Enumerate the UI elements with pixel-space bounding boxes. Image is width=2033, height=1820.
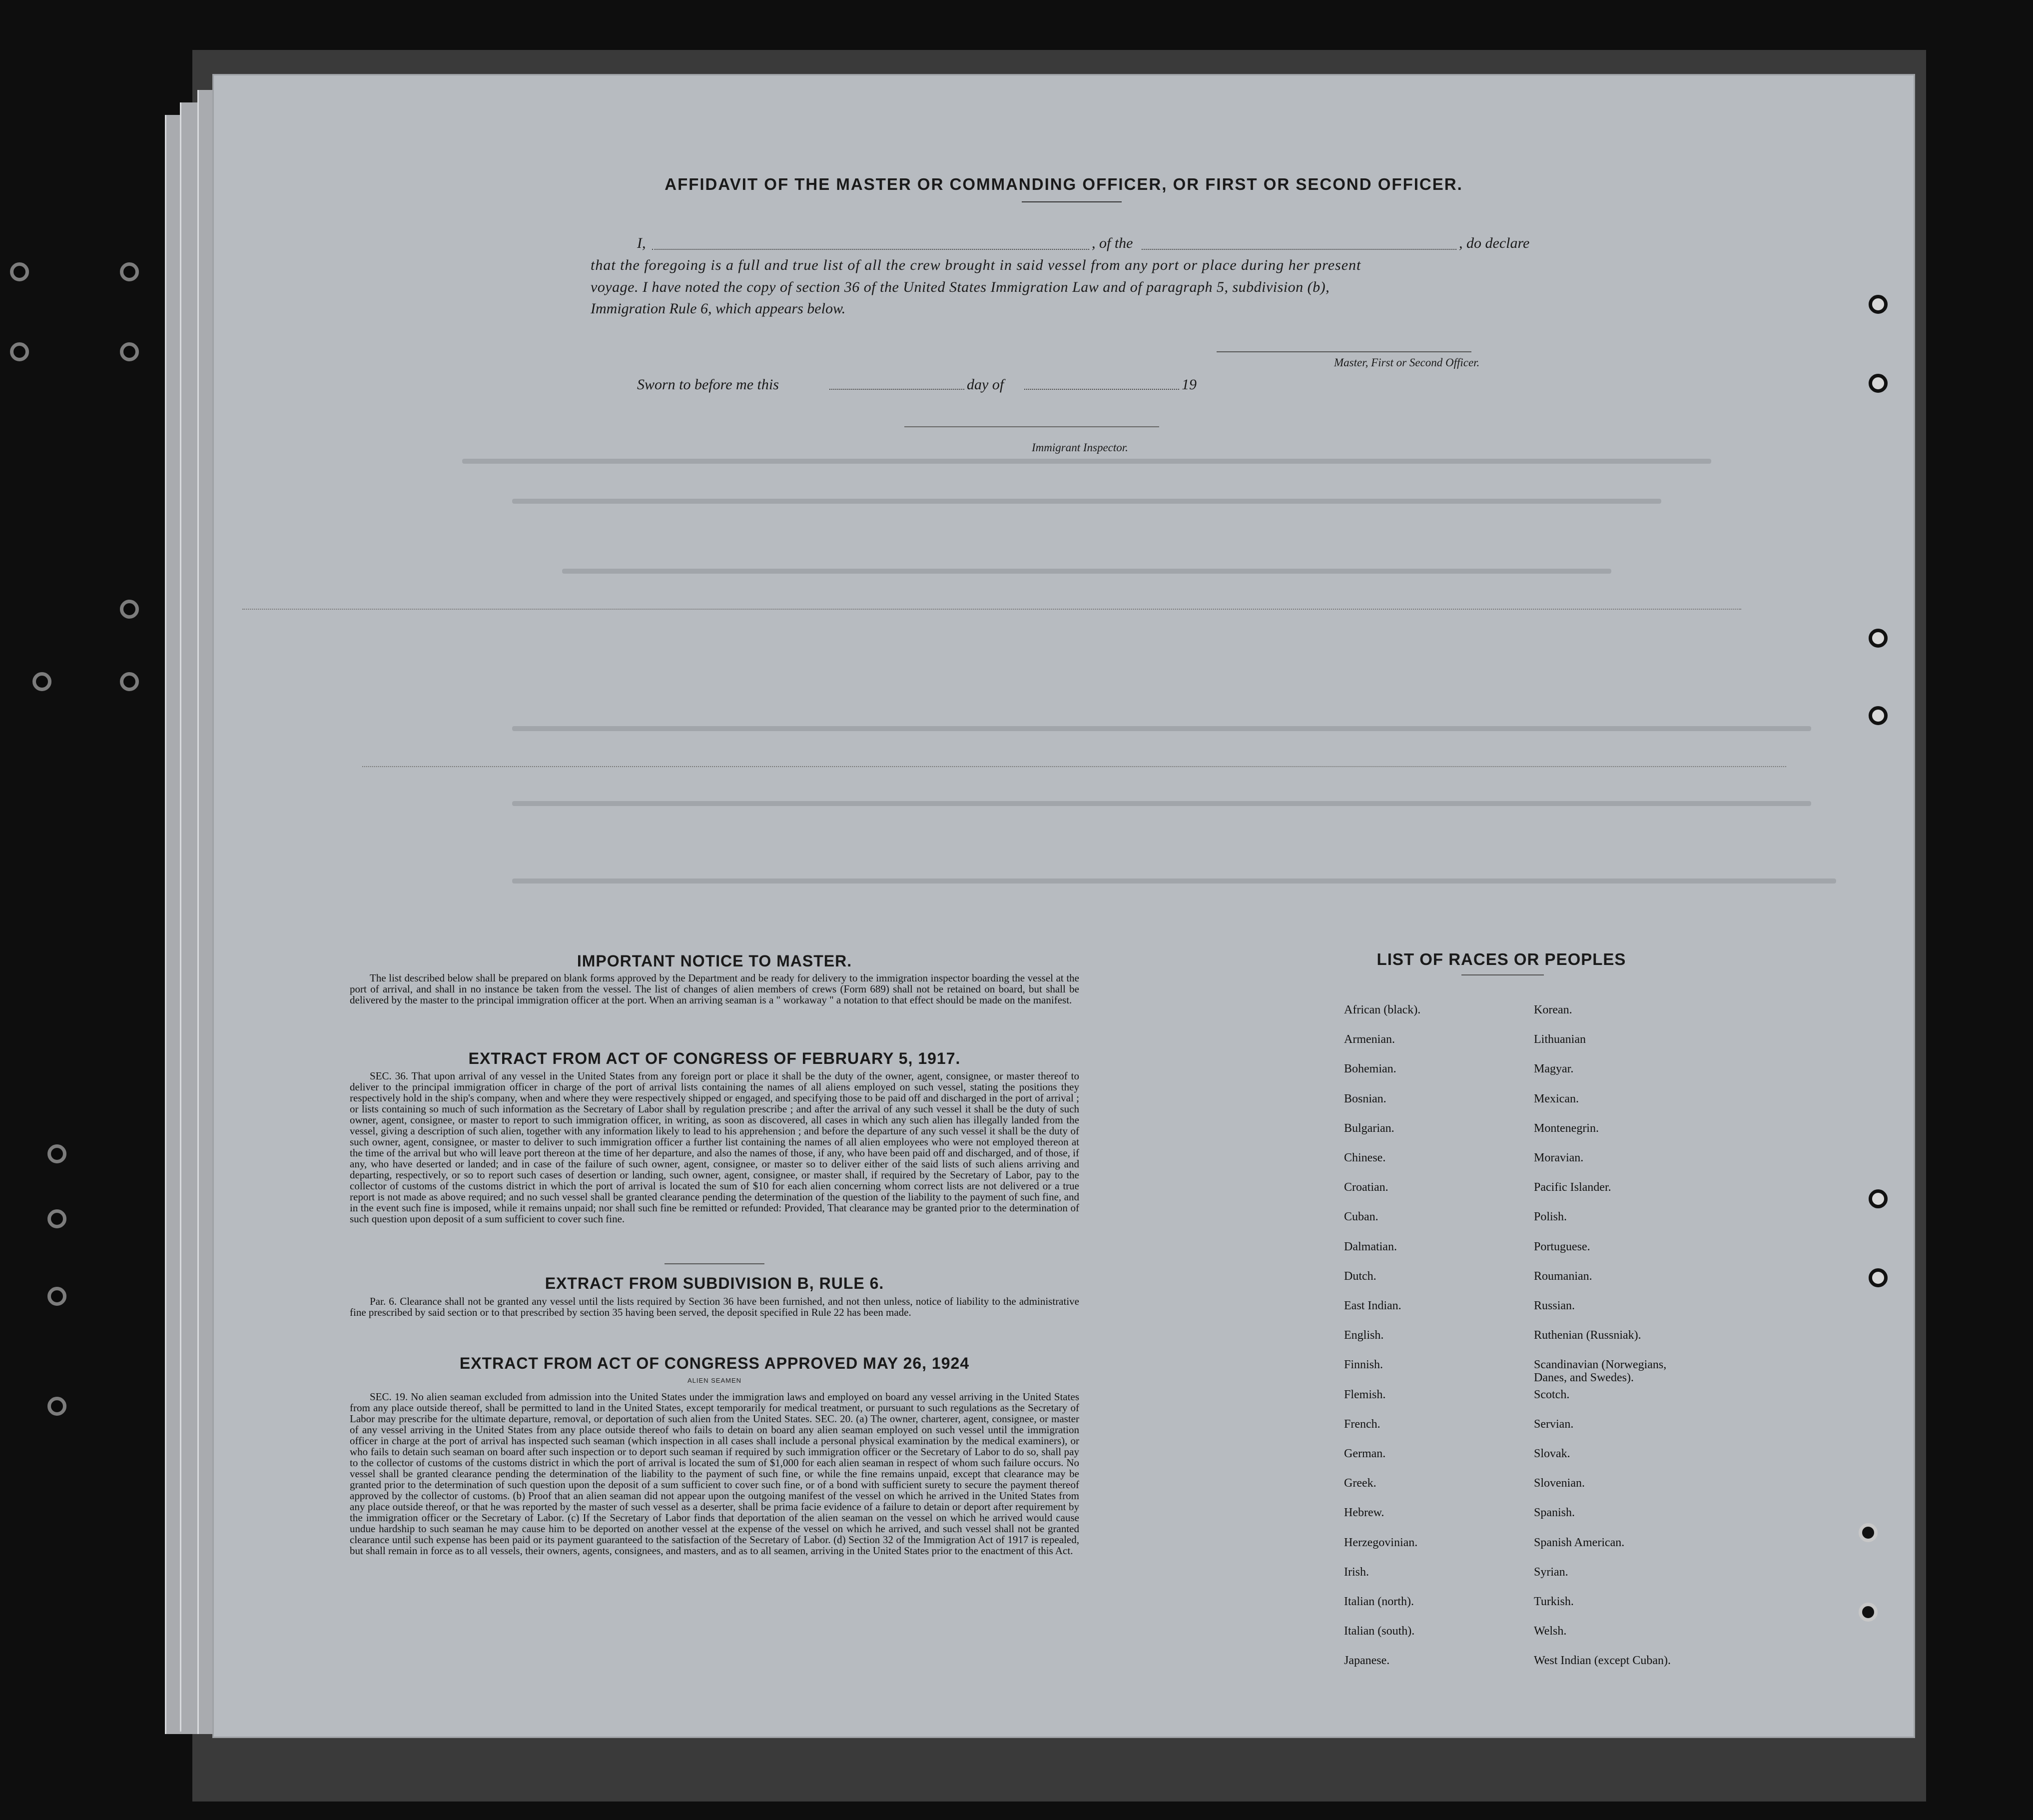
race-item: Hebrew. — [1344, 1506, 1384, 1520]
sworn-month-blank — [1024, 389, 1179, 390]
race-item: East Indian. — [1344, 1299, 1401, 1312]
race-item: Bosnian. — [1344, 1092, 1386, 1105]
bleed-through-mark — [512, 499, 1661, 504]
bleed-through-mark — [562, 569, 1611, 574]
day-of-text: day of — [967, 376, 1004, 393]
race-item: Syrian. — [1534, 1565, 1568, 1579]
notice-text: The list described below shall be prepared on blank forms approved by the Department and be ready for delivery to the immigration inspector boarding the vessel at the port of arrival, and shall in no instance be taken from the vessel. The list of changes of alien members of crews (Form 689) shall not be retained on board, but shall be delivered by the master to the principal immigration officer at the port. When an arriving seaman is a " workaway " a notation to that effect should be made on the manifest. — [350, 972, 1079, 1006]
section-divider — [665, 1263, 764, 1264]
binder-hole — [47, 1209, 66, 1228]
inspector-signature-line — [904, 426, 1159, 427]
binder-hole — [47, 1144, 66, 1163]
binder-hole — [120, 262, 139, 281]
race-item: Korean. — [1534, 1003, 1572, 1016]
races-title: LIST OF RACES OR PEOPLES — [1376, 950, 1626, 968]
race-item: Armenian. — [1344, 1033, 1395, 1046]
race-item: Bohemian. — [1344, 1062, 1396, 1076]
race-item: Lithuanian — [1534, 1033, 1586, 1046]
race-item: Italian (south). — [1344, 1625, 1415, 1638]
extract-1924-subtitle: ALIEN SEAMEN — [687, 1377, 742, 1384]
master-signature-line — [1217, 351, 1471, 352]
race-item: German. — [1344, 1447, 1386, 1460]
title-underline — [1022, 201, 1122, 202]
race-item: Turkish. — [1534, 1595, 1574, 1608]
race-item: Chinese. — [1344, 1151, 1386, 1164]
binder-hole — [120, 600, 139, 619]
race-item: Servian. — [1534, 1417, 1574, 1431]
binder-hole — [10, 262, 29, 281]
bleed-through-mark — [512, 726, 1811, 731]
binder-hole — [1869, 706, 1888, 725]
binder-hole — [10, 342, 29, 361]
race-item: French. — [1344, 1417, 1380, 1431]
race-item: Ruthenian (Russniak). — [1534, 1329, 1641, 1342]
race-item: African (black). — [1344, 1003, 1421, 1016]
race-item: Magyar. — [1534, 1062, 1574, 1076]
race-item: West Indian (except Cuban). — [1534, 1654, 1671, 1668]
binder-hole — [120, 672, 139, 691]
bleed-through-mark — [512, 879, 1836, 884]
race-item: Russian. — [1534, 1299, 1575, 1312]
affidavit-line4: Immigration Rule 6, which appears below. — [591, 300, 846, 317]
affidavit-line1-i: I, — [637, 235, 646, 251]
race-item: Herzegovinian. — [1344, 1536, 1418, 1549]
master-signature-label: Master, First or Second Officer. — [1334, 356, 1480, 369]
races-title-underline — [1461, 974, 1544, 975]
extract-1924-title: EXTRACT FROM ACT OF CONGRESS APPROVED MAY 26, 1924 — [459, 1354, 970, 1372]
binder-hole — [1869, 629, 1888, 648]
race-item: Spanish American. — [1534, 1536, 1625, 1549]
race-item: Dutch. — [1344, 1269, 1376, 1283]
name-blank — [652, 249, 1089, 250]
extract-1917-title: EXTRACT FROM ACT OF CONGRESS OF FEBRUARY 5, 1917. — [468, 1049, 961, 1067]
notice-title: IMPORTANT NOTICE TO MASTER. — [577, 952, 852, 970]
sworn-day-blank — [829, 389, 964, 390]
race-item: Pacific Islander. — [1534, 1181, 1611, 1194]
affidavit-line1-of-the: , of the — [1092, 235, 1133, 251]
binder-hole — [1869, 295, 1888, 314]
race-item: Croatian. — [1344, 1181, 1388, 1194]
bleed-through-mark — [462, 459, 1711, 464]
document-page — [212, 74, 1915, 1738]
race-item: Spanish. — [1534, 1506, 1575, 1520]
race-item: Polish. — [1534, 1210, 1567, 1224]
binder-hole — [1869, 1189, 1888, 1208]
race-item: Irish. — [1344, 1565, 1369, 1579]
race-item: Roumanian. — [1534, 1269, 1592, 1283]
binder-hole — [47, 1397, 66, 1416]
affidavit-line2: that the foregoing is a full and true list of all the crew brought in said vessel from any port or place during her present — [591, 257, 1361, 273]
affidavit-line3: voyage. I have noted the copy of section 36 of the United States Immigration Law and of paragraph 5, subdivision (b), — [591, 279, 1330, 295]
race-item: Bulgarian. — [1344, 1121, 1394, 1135]
affidavit-title: AFFIDAVIT OF THE MASTER OR COMMANDING OFFICER, OR FIRST OR SECOND OFFICER. — [665, 175, 1463, 193]
race-item: Italian (north). — [1344, 1595, 1414, 1608]
extract-1924-text: SEC. 19. No alien seaman excluded from admission into the United States under the immigration laws and employed on board any vessel arriving in the United States from any place outside thereof, shall be permitted to land in the United States, except temporarily for medical treatment, or pursuant to such regulations as the Secretary of Labor may prescribe for the ultimate departure, removal, or deportation of such alien from the United States. SEC. 20. (a) The owner, charterer, agent, consignee, or master of any vessel arriving in the United States from any place outside thereof who fails to detain on board any alien seaman employed on such vessel until the immigration officer in charge at the port of arrival has inspected such seaman (which inspection in all cases shall include a personal physical examination by the medical examiners), or who fails to detain such seaman on board after such inspection or to deport such seaman if required by such immigration officer or the Secretary of Labor to do so, shall pay to the collector of customs of the customs district in which the port of arrival is located the sum of $1,000 for each alien seaman in respect of whom such failure occurs. No vessel shall be granted clearance pending the determination of the liability to the payment of such fine, or while the fine remains unpaid, except that clearance may be granted prior to the determination of such question upon the deposit of a sum sufficient to cover such fine, or of a bond with sufficient surety to secure the payment thereof approved by the collector of customs. (b) Proof that an alien seaman did not appear upon the outgoing manifest of the vessel on which he arrived in the United States from any place outside thereof, or that he was reported by the master of such vessel as a deserter, shall be prima facie evidence of a failure to detain or deport after requirement by the immigration officer or the Secretary of Labor. (c) If the Secretary of Labor finds that deportation of the alien seaman on the vessel on which he arrived would cause undue hardship to such seaman he may cause him to be deported on another vessel at the expense of the vessel on which he arrived, and such vessel shall not be granted clearance until such expense has been paid or its payment guaranteed to the satisfaction of the Secretary of Labor. (d) Section 32 of the Immigration Act of 1917 is repealed, but shall remain in force as to all vessels, their owners, agents, consignees, and masters, and as to all seamen, arriving in the United States prior to the enactment of this Act. — [350, 1391, 1079, 1557]
sworn-before-text: Sworn to before me this — [637, 376, 779, 393]
race-item: Japanese. — [1344, 1654, 1390, 1668]
race-item: English. — [1344, 1329, 1384, 1342]
binder-hole — [1869, 374, 1888, 393]
race-item: Scandinavian (Norwegians, Danes, and Swedes). — [1534, 1358, 1667, 1385]
binder-hole — [32, 672, 51, 691]
extract-rule6-text: Par. 6. Clearance shall not be granted any vessel until the lists required by Section 36 have been furnished, and not then unless, notice of liability to the administrative fine prescribed by said section or to that prescribed by section 35 having been served, the deposit specified in Rule 22 has been made. — [350, 1295, 1079, 1318]
extract-rule6-title: EXTRACT FROM SUBDIVISION B, RULE 6. — [545, 1274, 884, 1292]
race-item: Slovenian. — [1534, 1477, 1585, 1490]
binder-hole — [1859, 1603, 1878, 1622]
year-prefix: 19 — [1182, 376, 1197, 393]
race-item: Mexican. — [1534, 1092, 1579, 1105]
binder-hole — [47, 1287, 66, 1306]
race-item: Moravian. — [1534, 1151, 1584, 1164]
race-item: Finnish. — [1344, 1358, 1383, 1372]
vessel-blank — [1142, 249, 1456, 250]
race-item: Montenegrin. — [1534, 1121, 1599, 1135]
race-item: Slovak. — [1534, 1447, 1570, 1460]
race-item: Dalmatian. — [1344, 1240, 1397, 1253]
bleed-through-rule — [242, 609, 1741, 610]
bleed-through-mark — [512, 801, 1811, 806]
race-item: Scotch. — [1534, 1388, 1570, 1401]
race-item: Greek. — [1344, 1477, 1376, 1490]
race-item: Flemish. — [1344, 1388, 1386, 1401]
race-item: Cuban. — [1344, 1210, 1378, 1224]
bleed-through-rule — [362, 766, 1786, 767]
binder-hole — [1869, 1268, 1888, 1287]
inspector-label: Immigrant Inspector. — [1032, 441, 1128, 454]
binder-hole — [120, 342, 139, 361]
race-item: Welsh. — [1534, 1625, 1567, 1638]
race-item: Portuguese. — [1534, 1240, 1590, 1253]
affidavit-line1-declare: , do declare — [1459, 235, 1530, 251]
binder-hole — [1859, 1523, 1878, 1542]
extract-1917-text: SEC. 36. That upon arrival of any vessel in the United States from any foreign port or place it shall be the duty of the owner, agent, consignee, or master thereof to deliver to the principal immigration officer in charge of the port of arrival lists containing the names of all aliens employed on such vessel, stating the positions they respectively hold in the ship's company, when and where they were respectively shipped or engaged, and specifying those to be paid off and discharged in the port of arrival ; or lists containing so much of such information as the Secretary of Labor shall by regulation prescribe ; and after the arrival of any such vessel it shall be the duty of such owner, agent, consignee, or master to report to such immigration officer, in writing, as soon as discovered, all cases in which any such alien has illegally landed from the vessel, giving a description of such alien, together with any information likely to lead to his apprehension ; and before the departure of any such vessel it shall be the duty of such owner, agent, consignee, or master to deliver to such immigration officer a further list containing the names of all alien employees who were not employed thereon at the time of the arrival but who will leave port thereon at the time of her departure, and also the names of those, if any, who have been paid off and discharged, and of those, if any, who have deserted or landed; and in case of the failure of such owner, agent, consignee, or master so to deliver either of the said lists of such aliens arriving and departing, respectively, or so to report such cases of desertion or landing, such owner, agent, consignee, or master shall, if required by the Secretary of Labor, pay to the collector of customs of the customs district in which the port of arrival is located the sum of $10 for each alien concerning whom correct lists are not delivered or a true report is not made as above required; and no such vessel shall be granted clearance pending the determination of the question of the liability to the payment of such fine, and in the event such fine is imposed, while it remains unpaid; nor shall such fine be remitted or refunded: Provided, That clearance may be granted prior to the determination of such question upon deposit of a sum sufficient to cover such fine. — [350, 1070, 1079, 1225]
